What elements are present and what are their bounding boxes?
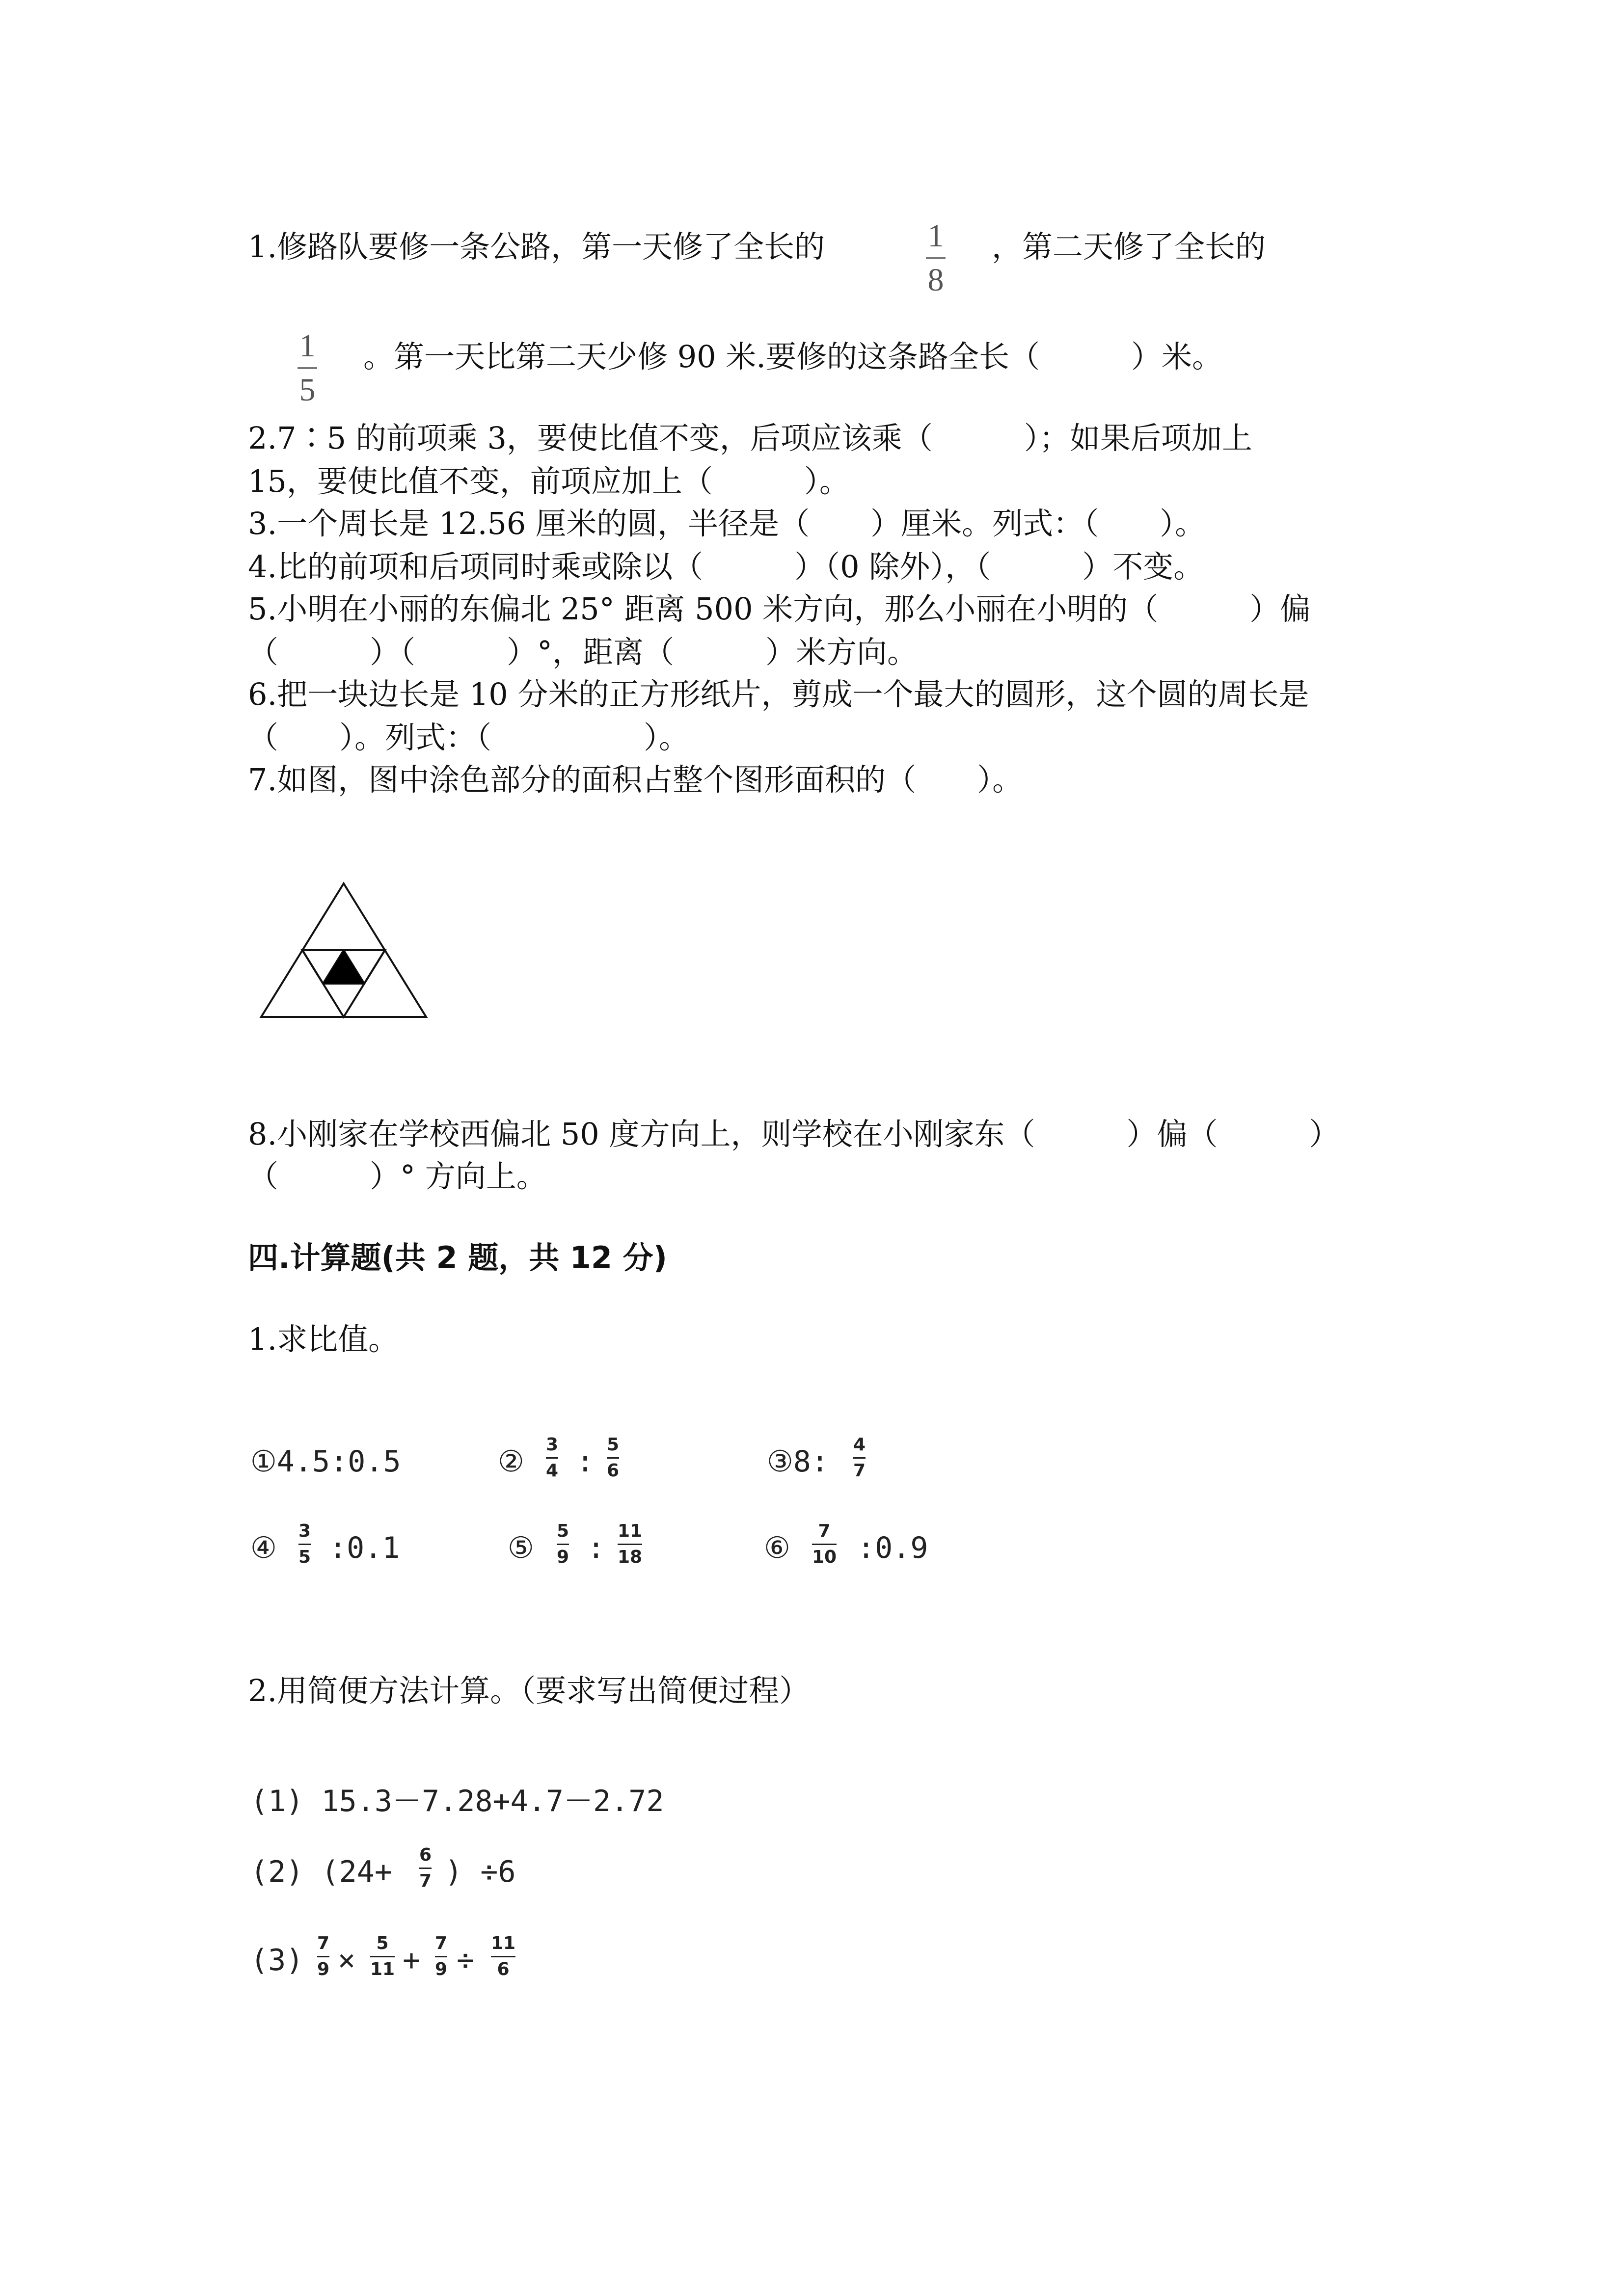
inner-edge-left [302,950,323,984]
fraction-denominator: 9 [557,1547,569,1567]
divide-operator: ÷ [457,1943,475,1977]
fraction-bar [298,1544,311,1545]
fraction-bar [298,367,317,369]
ratio-expr-2-fraction-a [546,1436,558,1480]
q6-line2: （ ）。列式：（ ）。 [248,720,690,755]
q6-line1: 6.把一块边长是 10 分米的正方形纸片，剪成一个最大的圆形，这个圆的周长是 [248,676,1309,712]
fraction-numerator: 11 [618,1521,643,1541]
ratio-expr-5-colon: : [587,1531,605,1565]
ratio-expr-4-fraction [298,1522,311,1566]
multiply-operator: × [338,1943,356,1977]
fraction-numerator: 3 [546,1435,559,1455]
fraction-denominator: 7 [419,1871,432,1891]
fraction-bar [812,1544,837,1545]
q2-line1: 2.7∶5 的前项乘 3，要使比值不变，后项应该乘（ ）；如果后项加上 [248,420,1252,456]
fraction-denominator: 6 [497,1959,510,1979]
fraction-denominator: 4 [546,1461,559,1481]
q3-line: 3.一个周长是 12.56 厘米的圆，半径是（ ）厘米。列式：（ ）。 [248,506,1206,541]
fraction-denominator: 6 [607,1461,620,1481]
fraction-bar [853,1457,866,1459]
fraction-numerator: 7 [317,1933,330,1953]
fraction-bar [491,1956,515,1957]
simplify-problem-title: 2.用简便方法计算。（要求写出简便过程） [248,1673,810,1709]
fraction-bar [607,1457,619,1459]
q5-line2: （ ）（ ）°，距离（ ）米方向。 [248,634,918,670]
inner-edge-right [364,950,385,984]
ratio-expr-6-prefix: ⑥ [764,1531,790,1565]
fraction-bar [557,1544,569,1545]
section4-heading: 四.计算题(共 2 题，共 12 分) [248,1240,667,1276]
fraction-denominator: 5 [298,1547,311,1567]
fraction-numerator: 1 [927,218,944,254]
calc-expr-1: (1) 15.3－7.28+4.7－2.72 [250,1784,664,1818]
calc-expr-2-suffix: ) ÷6 [445,1855,516,1889]
fraction-numerator: 11 [491,1933,516,1953]
q8-line1: 8.小刚家在学校西偏北 50 度方向上，则学校在小刚家东（ ）偏（ ） [248,1116,1340,1152]
shaded-triangle [323,950,364,984]
fraction-numerator: 4 [853,1435,866,1455]
calc-expr-3-fraction-c [435,1935,447,1978]
ratio-expr-2-fraction-b [607,1436,619,1480]
ratio-expr-2-colon: : [576,1444,595,1479]
fraction-denominator: 9 [435,1959,448,1979]
fraction-numerator: 5 [557,1521,569,1541]
q2-line2: 15，要使比值不变，前项应加上（ ）。 [248,463,850,499]
fraction-bar [618,1544,642,1545]
fraction-numerator: 7 [435,1933,448,1953]
ratio-expr-2-prefix: ② [498,1444,524,1479]
ratio-expr-5-fraction-a [557,1522,569,1566]
q5-line1: 5.小明在小丽的东偏北 25° 距离 500 米方向，那么小丽在小明的（ ）偏 [248,591,1311,627]
calc-expr-2-fraction [419,1846,432,1890]
fraction-bar [317,1956,329,1957]
fraction-denominator: 18 [618,1547,643,1567]
q1-text-part1: 1.修路队要修一条公路，第一天修了全长的 [248,229,825,265]
q1-fraction-1-5 [298,330,317,406]
q4-line: 4.比的前项和后项同时乘或除以（ ）（0 除外），（ ）不变。 [248,549,1204,585]
ratio-expr-3-prefix: ③8: [767,1444,829,1479]
ratio-expr-6-fraction [812,1522,837,1566]
fraction-denominator: 10 [812,1547,837,1567]
fraction-numerator: 3 [298,1521,311,1541]
calc-expr-3-prefix: (3) [250,1943,304,1977]
fraction-numerator: 5 [607,1435,620,1455]
ratio-expr-4-suffix: :0.1 [329,1531,400,1565]
triangle-figure [255,879,432,1026]
ratio-expr-4-prefix: ④ [250,1531,277,1565]
fraction-bar [435,1956,447,1957]
ratio-expr-1: ①4.5:0.5 [250,1444,401,1479]
ratio-expr-6-suffix: :0.9 [857,1531,928,1565]
ratio-expr-5-prefix: ⑤ [508,1531,534,1565]
fraction-numerator: 6 [419,1845,432,1865]
fraction-bar [926,257,946,259]
fraction-denominator: 9 [317,1959,330,1979]
calc-expr-2-prefix: (2) (24+ [250,1855,392,1889]
fraction-denominator: 11 [370,1959,395,1979]
q1-text-part3: 。第一天比第二天少修 90 米.要修的这条路全长（ ）米。 [363,339,1223,374]
fraction-numerator: 1 [299,328,316,364]
q8-line2: （ ）° 方向上。 [248,1158,547,1194]
ratio-expr-5-fraction-b [618,1522,642,1566]
plus-operator: + [403,1943,421,1977]
ratio-problem-title: 1.求比值。 [248,1321,399,1357]
fraction-numerator: 5 [376,1933,389,1953]
q1-fraction-1-8 [926,220,946,296]
ratio-expr-3-fraction [853,1436,866,1480]
q7-line: 7.如图，图中涂色部分的面积占整个图形面积的（ ）。 [248,762,1023,798]
calc-expr-3-fraction-d [491,1935,515,1978]
fraction-denominator: 5 [299,372,316,408]
fraction-bar [370,1956,395,1957]
calc-expr-3-fraction-a [317,1935,329,1978]
calc-expr-3-fraction-b [370,1935,395,1978]
fraction-denominator: 8 [927,262,944,298]
fraction-bar [546,1457,558,1459]
fraction-bar [419,1868,432,1869]
fraction-numerator: 7 [818,1521,831,1541]
fraction-denominator: 7 [853,1461,866,1481]
q1-text-part2: ，第二天修了全长的 [992,229,1266,265]
